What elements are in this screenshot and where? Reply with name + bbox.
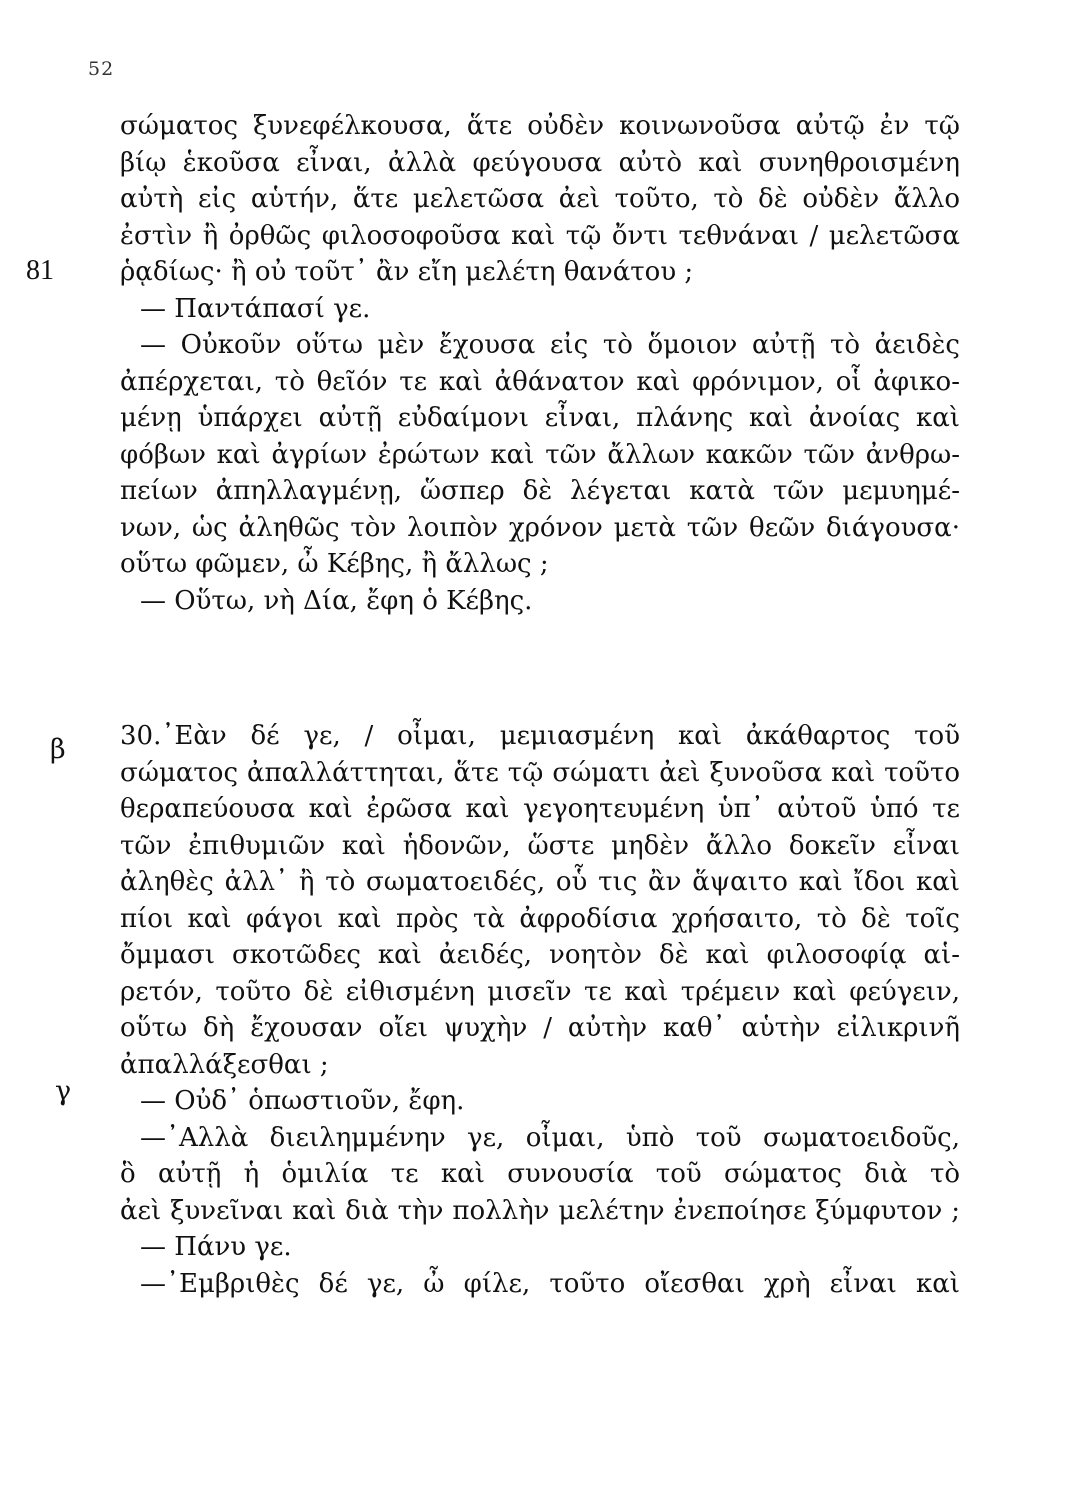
text-block-1 xyxy=(120,108,960,619)
section-opening-line: 30.᾽Εὰν δέ γε, / οἶμαι, μεμιασμένη καὶ ἀκάθαρτος τοῦ xyxy=(120,721,960,751)
dialogue-line: — Παντάπασί γε. xyxy=(140,293,371,324)
text-line: μένῃ ὑπάρχει αὐτῇ εὐδαίμονι εἶναι, πλάνης καὶ ἀνοίας καὶ xyxy=(120,403,960,433)
text-line: ρετόν, τοῦτο δὲ εἰθισμένη μισεῖν τε καὶ τρέμειν καὶ φεύγειν, xyxy=(120,976,960,1007)
dialogue-line: — Πάνυ γε. xyxy=(140,1232,292,1262)
text-line: πείων ἀπηλλαγμένῃ, ὥσπερ δὲ λέγεται κατὰ τῶν μεμυημέ- xyxy=(120,476,960,506)
text-line: ἀπέρχεται, τὸ θεῖόν τε καὶ ἀθάνατον καὶ φρόνιμον, οἷ ἀφικο- xyxy=(120,366,960,397)
text-line: πίοι καὶ φάγοι καὶ πρὸς τὰ ἀφροδίσια χρήσαιτο, τὸ δὲ τοῖς xyxy=(120,903,960,934)
stephanus-marker-81: 81 xyxy=(26,255,54,286)
dialogue-line: — Οὐδ᾽ ὁπωστιοῦν, ἔφη. xyxy=(140,1086,465,1116)
text-line: θεραπεύουσα καὶ ἐρῶσα καὶ γεγοητευμένη ὑπ᾽ αὐτοῦ ὑπό τε xyxy=(120,794,960,824)
text-line: ἀληθὲς ἀλλ᾽ ἢ τὸ σωματοειδές, οὗ τις ἂν ἅψαιτο καὶ ἴδοι καὶ xyxy=(120,867,960,897)
text-line: σώματος ἀπαλλάττηται, ἅτε τῷ σώματι ἀεὶ ξυνοῦσα καὶ τοῦτο xyxy=(120,757,960,788)
text-line: νων, ὡς ἀληθῶς τὸν λοιπὸν χρόνον μετὰ τῶν θεῶν διάγουσα· xyxy=(120,512,960,543)
section-marker-gamma: γ xyxy=(55,1076,72,1107)
text-block-2 xyxy=(120,718,960,1302)
text-line: τῶν ἐπιθυμιῶν καὶ ἡδονῶν, ὥστε μηδὲν ἄλλο δοκεῖν εἶναι xyxy=(120,830,960,861)
dialogue-line: — Οὕτω, νὴ Δία, ἔφη ὁ Κέβης. xyxy=(140,585,533,616)
text-line: οὕτω δὴ ἔχουσαν οἴει ψυχὴν / αὐτὴν καθ᾽ αὑτὴν εἰλικρινῆ xyxy=(120,1013,960,1043)
text-line: ἀπαλλάξεσθαι ; xyxy=(120,1049,329,1080)
text-line: ῥᾳδίως· ἢ οὐ τοῦτ᾽ ἂν εἴη μελέτη θανάτου ; xyxy=(120,257,694,287)
text-line: οὕτω φῶμεν, ὦ Κέβης, ἢ ἄλλως ; xyxy=(120,549,549,579)
dialogue-line: —᾽Εμβριθὲς δέ γε, ὦ φίλε, τοῦτο οἴεσθαι χρὴ εἶναι καὶ xyxy=(140,1268,960,1299)
page-number: 52 xyxy=(88,58,115,80)
text-line: αὐτὴ εἰς αὑτήν, ἅτε μελετῶσα ἀεὶ τοῦτο, τὸ δὲ οὐδὲν ἄλλο xyxy=(120,184,960,214)
text-line: φόβων καὶ ἀγρίων ἐρώτων καὶ τῶν ἄλλων κακῶν τῶν ἀνθρω- xyxy=(120,439,960,470)
text-line: ὃ αὐτῇ ἡ ὁμιλία τε καὶ συνουσία τοῦ σώματος διὰ τὸ xyxy=(120,1159,960,1189)
section-marker-beta: β xyxy=(50,734,66,765)
dialogue-line: —᾽Αλλὰ διειλημμένην γε, οἶμαι, ὑπὸ τοῦ σωματοειδοῦς, xyxy=(140,1122,960,1153)
text-line: ὄμμασι σκοτῶδες καὶ ἀειδές, νοητὸν δὲ καὶ φιλοσοφίᾳ αἱ- xyxy=(120,940,960,970)
text-line: σώματος ξυνεφέλκουσα, ἅτε οὐδὲν κοινωνοῦσα αὐτῷ ἐν τῷ xyxy=(120,111,960,141)
text-line: ἐστὶν ἢ ὀρθῶς φιλοσοφοῦσα καὶ τῷ ὄντι τεθνάναι / μελετῶσα xyxy=(120,220,960,251)
dialogue-line: — Οὐκοῦν οὕτω μὲν ἔχουσα εἰς τὸ ὅμοιον αὐτῇ τὸ ἀειδὲς xyxy=(140,330,960,360)
text-line: ἀεὶ ξυνεῖναι καὶ διὰ τὴν πολλὴν μελέτην ἐνεποίησε ξύμφυτον ; xyxy=(120,1195,960,1226)
text-line: βίῳ ἑκοῦσα εἶναι, ἀλλὰ φεύγουσα αὐτὸ καὶ συνηθροισμένη xyxy=(120,147,960,178)
